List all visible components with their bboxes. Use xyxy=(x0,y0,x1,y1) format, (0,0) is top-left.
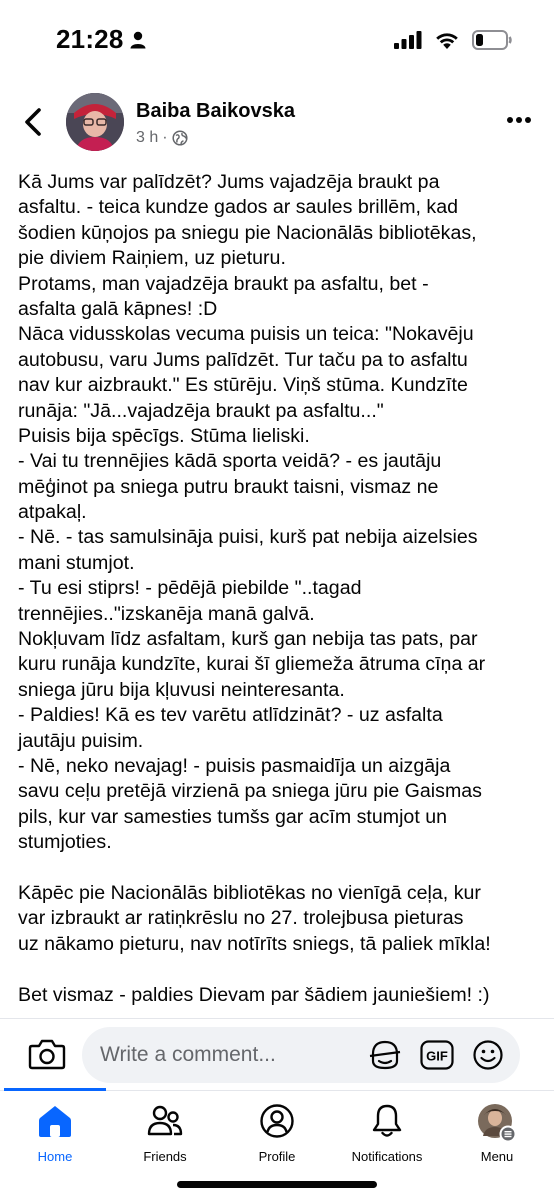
post-text-line: Kā Jums var palīdzēt? Jums vajadzēja braukt pa xyxy=(18,171,440,193)
post-text-line: var izbraukt ar ratiņkrēslu no 27. trolejbusa pieturas xyxy=(18,907,464,930)
post-text-line: stumjoties. xyxy=(18,831,112,854)
post-text-line: autobusu, varu Jums palīdzēt. Tur taču pa to asfaltu xyxy=(18,348,468,371)
post-text-line: pie diviem Raiņiem, uz pieturu. xyxy=(18,247,286,270)
wifi-icon xyxy=(434,31,460,50)
post-meta xyxy=(136,129,188,147)
status-time xyxy=(56,24,146,55)
comment-bar xyxy=(0,1018,554,1090)
tab-menu[interactable] xyxy=(442,1103,552,1173)
tab-home[interactable] xyxy=(0,1103,110,1173)
post-text-line: asfaltu. - teica kundze gados ar saules brillēm, kad xyxy=(18,196,458,219)
tab-label-profile: Profile xyxy=(258,1149,296,1164)
post-text-line: trennējies.."izskanēja manā galvā. xyxy=(18,602,315,625)
post-text-line: pils, kur var samesties tumšs gar acīm stumjot un xyxy=(18,805,448,828)
post-text-line xyxy=(18,856,540,881)
post-text-line: mani stumjot. xyxy=(18,551,135,574)
meta-separator: · xyxy=(162,129,168,146)
menu-avatar-icon xyxy=(477,1103,517,1143)
post-text-line: nav kur aizbraukt." Es stūrēju. Viņš stūma. Kundzīte xyxy=(18,374,468,397)
post-text-line: - Nē. - tas samulsināja puisi, kurš pat nebija aizelsies xyxy=(18,526,478,549)
active-tab-indicator xyxy=(4,1088,106,1091)
post-text-line: uz nākamo pieturu, nav notīrīts sniegs, tā paliek mīkla! xyxy=(18,932,491,955)
status-bar xyxy=(0,0,554,84)
gif-icon[interactable] xyxy=(420,1039,454,1071)
post-text-line: - Tu esi stiprs! - pēdējā piebilde "..tagad xyxy=(18,577,362,600)
post-text-line: sniega jūru bija kļuvusi neinteresanta. xyxy=(18,678,345,701)
author-photo xyxy=(66,93,124,151)
post-text xyxy=(18,170,540,1008)
post-text-line: - Vai tu trennējies kādā sporta veidā? - es jautāju xyxy=(18,450,442,473)
avatar-sticker-icon[interactable] xyxy=(368,1039,402,1071)
post-text-line: asfalta galā kāpnes! :D xyxy=(18,297,218,320)
cellular-signal-icon xyxy=(394,31,422,49)
tab-label-menu: Menu xyxy=(480,1149,514,1164)
person-icon xyxy=(130,31,146,49)
post-text-line: atpakaļ. xyxy=(18,501,87,524)
author-name[interactable]: Baiba Baikovska xyxy=(136,100,295,122)
post-text-line: Nokļuvam līdz asfaltam, kurš gan nebija tas pats, par xyxy=(18,628,478,651)
bell-icon xyxy=(369,1103,405,1139)
tab-notifications[interactable] xyxy=(332,1103,442,1173)
tab-profile[interactable] xyxy=(222,1103,332,1173)
profile-icon xyxy=(259,1103,295,1139)
author-avatar[interactable] xyxy=(66,93,124,151)
comment-input[interactable] xyxy=(82,1027,520,1083)
post-text-line: savu ceļu pretējā virzienā pa sniega jūru pie Gaismas xyxy=(18,780,482,803)
status-time-text: 21:28 xyxy=(56,24,124,54)
post-text-line: Puisis bija spēcīgs. Stūma lieliski. xyxy=(18,424,310,447)
battery-icon xyxy=(472,30,512,50)
post-header xyxy=(0,90,554,160)
home-indicator xyxy=(177,1181,377,1188)
post-time[interactable]: 3 h xyxy=(136,129,159,146)
post-text-line xyxy=(18,957,540,982)
post-text-line: - Paldies! Kā es tev varētu atlīdzināt? - uz asfalta xyxy=(18,704,443,727)
post-text-line: šodien kūņojos pa sniegu pie Nacionālās bibliotēkas, xyxy=(18,221,477,244)
status-indicators xyxy=(394,30,512,50)
post-text-line: Kāpēc pie Nacionālās bibliotēkas no vienīgā ceļa, kur xyxy=(18,881,481,904)
tab-label-friends: Friends xyxy=(143,1149,187,1164)
post-text-line: - Nē, neko nevajag! - puisis pasmaidīja un aizgāja xyxy=(18,754,451,777)
globe-icon xyxy=(172,130,188,146)
post-text-line: Nāca vidusskolas vecuma puisis un teica: "Nokavēju xyxy=(18,323,474,346)
tab-label-notifications: Notifications xyxy=(351,1149,423,1164)
emoji-icon[interactable] xyxy=(472,1039,504,1071)
tab-label-home: Home xyxy=(37,1149,73,1164)
gif-label: GIF xyxy=(426,1048,448,1064)
post-text-line: Protams, man vajadzēja braukt pa asfaltu, bet - xyxy=(18,272,429,295)
friends-icon xyxy=(147,1103,183,1139)
post-text-line: Bet vismaz - paldies Dievam par šādiem jauniešiem! :) xyxy=(18,983,490,1006)
home-icon xyxy=(37,1103,73,1139)
post-text-line: jautāju puisim. xyxy=(18,729,144,752)
more-options-icon[interactable] xyxy=(506,116,532,124)
post-text-line: runāja: "Jā...vajadzēja braukt pa asfaltu..." xyxy=(18,399,384,422)
tab-friends[interactable] xyxy=(110,1103,220,1173)
post-text-line: kuru runāja kundzīte, kurai šī gliemeža ātruma cīņa ar xyxy=(18,653,486,676)
camera-icon[interactable] xyxy=(28,1037,66,1071)
post-text-line: mēģinot pa sniega putru braukt taisni, vismaz ne xyxy=(18,475,439,498)
back-arrow-icon[interactable] xyxy=(20,106,48,138)
